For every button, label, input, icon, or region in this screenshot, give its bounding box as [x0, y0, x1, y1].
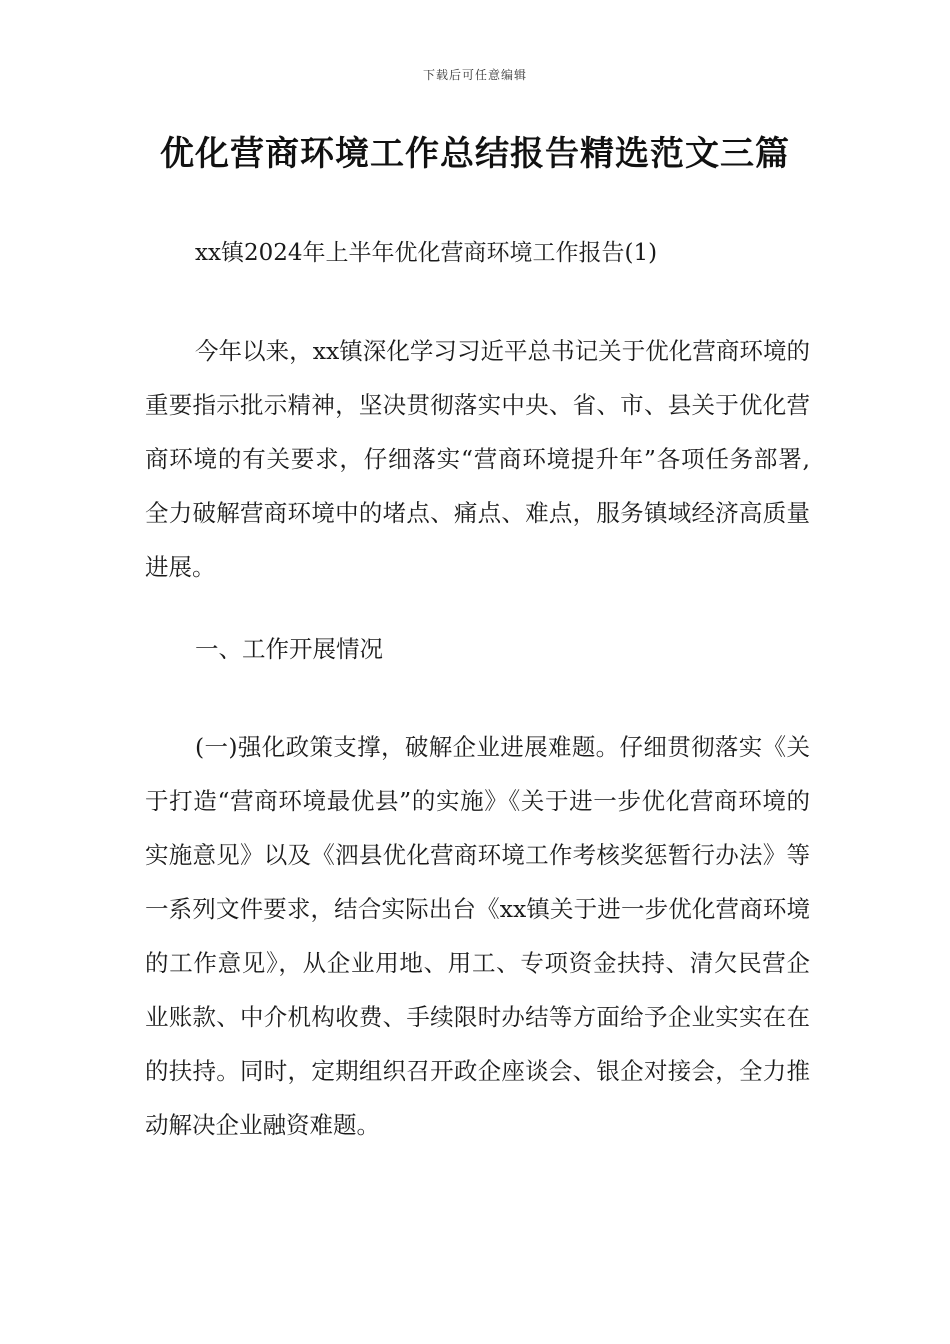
intro-paragraph: 今年以来，xx镇深化学习习近平总书记关于优化营商环境的重要指示批示精神，坚决贯彻落实中央、省、市、县关于优化营商环境的有关要求，仔细落实“营商环境提升年”各项任务部署,全力破解营商环境中的堵点、痛点、难点，服务镇域经济高质量进展。	[145, 337, 810, 581]
section-paragraph: (一)强化政策支撑，破解企业进展难题。仔细贯彻落实《关于打造“营商环境最优县”的实施》《关于进一步优化营商环境的实施意见》以及《泗县优化营商环境工作考核奖惩暂行办法》等一系列文件要求，结合实际出台《xx镇关于进一步优化营商环境的工作意见》，从企业用地、用工、专项资金扶持、清欠民营企业账款、中介机构收费、手续限时办结等方面给予企业实实在在的扶持。同时，定期组织召开政企座谈会、银企对接会，全力推动解决企业融资难题。	[145, 733, 810, 1139]
header-note: 下载后可任意编辑	[422, 68, 527, 82]
section-heading: 一、工作开展情况	[195, 635, 383, 663]
document-title: 优化营商环境工作总结报告精选范文三篇	[160, 134, 790, 174]
document-subtitle: xx镇2024年上半年优化营商环境工作报告(1)	[195, 240, 658, 266]
